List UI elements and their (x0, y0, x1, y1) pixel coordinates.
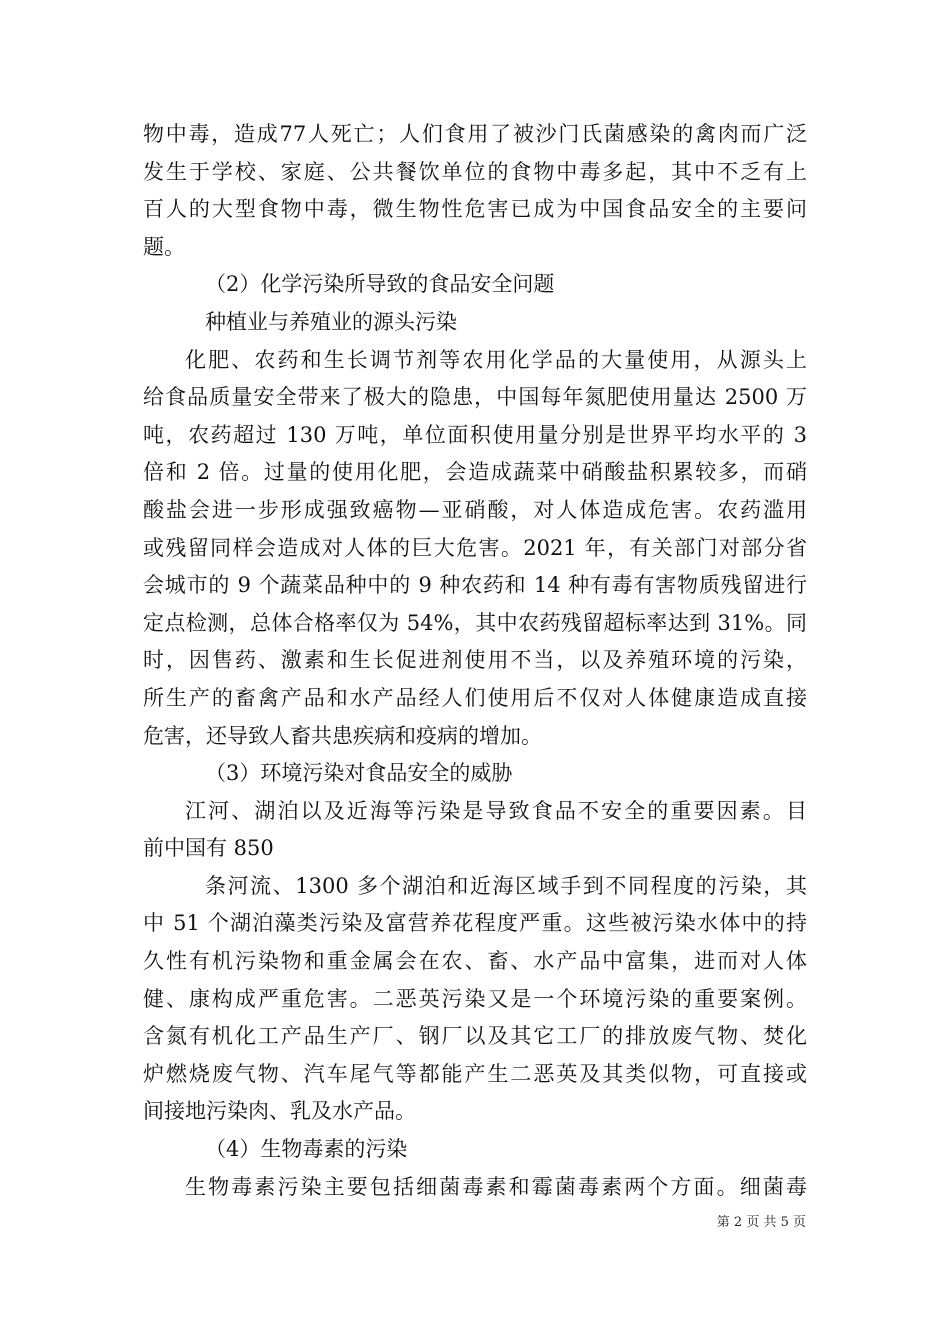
body-line-1: 物中毒，造成77人死亡；人们食用了被沙门氏菌感染的禽肉而广泛 (143, 122, 807, 146)
body-line-27: 间接地污染肉、乳及水产品。 (143, 1099, 416, 1124)
body-line-26: 炉燃烧废气物、汽车尾气等都能产生二恶英及其类似物，可直接或 (143, 1061, 807, 1086)
body-line-17: 危害，还导致人畜共患疾病和疫病的增加。 (143, 723, 542, 748)
body-line-9: 吨，农药超过 130 万吨，单位面积使用量分别是世界平均水平的 3 (143, 422, 807, 447)
section-heading-2: （2）化学污染所导致的食品安全问题 (205, 272, 555, 297)
subheading-source-pollution: 种植业与养殖业的源头污染 (205, 309, 457, 334)
body-line-23: 久性有机污染物和重金属会在农、畜、水产品中富集，进而对人体 (143, 949, 807, 974)
body-line-4: 题。 (143, 234, 185, 259)
body-line-24: 健、康构成严重危害。二恶英污染又是一个环境污染的重要案例。 (143, 986, 807, 1011)
body-line-13: 会城市的 9 个蔬菜品种中的 9 种农药和 14 种有毒有害物质残留进行 (143, 573, 807, 598)
body-line-25: 含氮有机化工产品生产厂、钢厂以及其它工厂的排放废气物、焚化 (143, 1024, 807, 1049)
body-line-8: 给食品质量安全带来了极大的隐患，中国每年氮肥使用量达 2500 万 (143, 385, 807, 410)
body-line-2: 发生于学校、家庭、公共餐饮单位的食物中毒多起，其中不乏有上 (143, 159, 807, 184)
body-line-19: 江河、湖泊以及近海等污染是导致食品不安全的重要因素。目 (185, 798, 807, 823)
body-line-10: 倍和 2 倍。过量的使用化肥，会造成蔬菜中硝酸盐积累较多，而硝 (143, 460, 807, 485)
body-line-12: 或残留同样会造成对人体的巨大危害。2021 年，有关部门对部分省 (143, 535, 807, 560)
page-number-footer: 第 2 页 共 5 页 (716, 1215, 806, 1230)
body-line-11: 酸盐会进一步形成强致癌物—亚硝酸，对人体造成危害。农药滥用 (143, 497, 807, 522)
body-line-20: 前中国有 850 (143, 836, 274, 861)
body-line-29: 生物毒素污染主要包括细菌毒素和霉菌毒素两个方面。细菌毒 (185, 1174, 807, 1199)
body-line-15: 时，因售药、激素和生长促进剂使用不当，以及养殖环境的污染， (143, 648, 807, 673)
section-heading-3: （3）环境污染对食品安全的威胁 (205, 761, 513, 786)
body-line-22: 中 51 个湖泊藻类污染及富营养花程度严重。这些被污染水体中的持 (143, 911, 807, 936)
body-line-21: 条河流、1300 多个湖泊和近海区域手到不同程度的污染，其 (205, 873, 807, 898)
body-line-7: 化肥、农药和生长调节剂等农用化学品的大量使用，从源头上 (185, 347, 807, 372)
body-line-16: 所生产的畜禽产品和水产品经人们使用后不仅对人体健康造成直接 (143, 685, 807, 710)
document-page (143, 116, 807, 1206)
body-line-14: 定点检测，总体合格率仅为 54%，其中农药残留超标率达到 31%。同 (143, 610, 807, 635)
body-line-3: 百人的大型食物中毒，微生物性危害已成为中国食品安全的主要问 (143, 197, 807, 222)
section-heading-4: （4）生物毒素的污染 (205, 1137, 408, 1162)
